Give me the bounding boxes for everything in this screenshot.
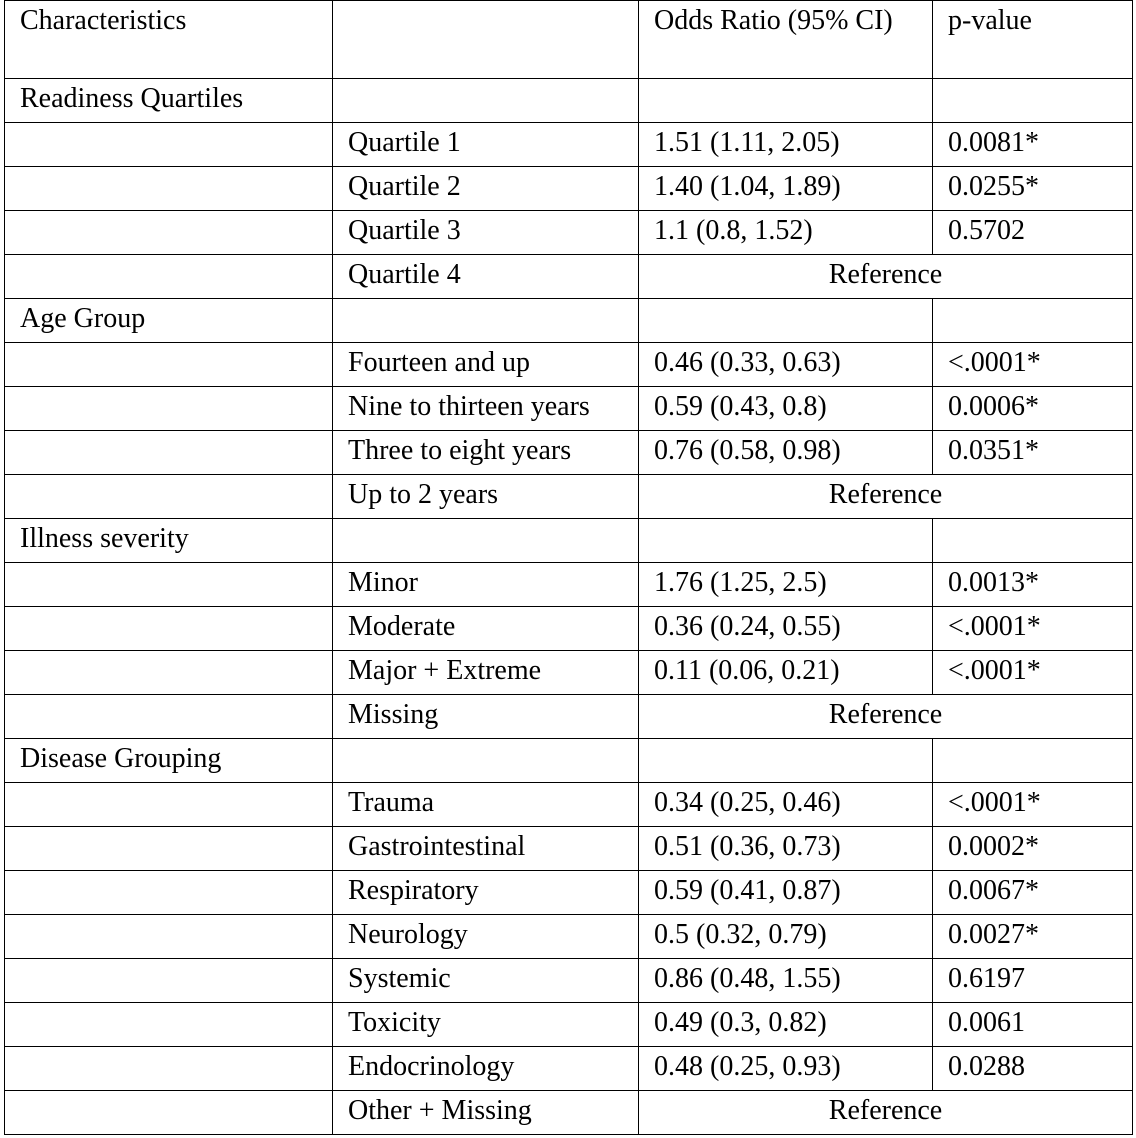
empty-cell <box>5 1047 333 1091</box>
odds-ratio-cell: 0.11 (0.06, 0.21) <box>639 651 933 695</box>
odds-ratio-cell: 0.49 (0.3, 0.82) <box>639 1003 933 1047</box>
header-odds-ratio: Odds Ratio (95% CI) <box>639 1 933 79</box>
odds-ratio-cell: 1.40 (1.04, 1.89) <box>639 167 933 211</box>
row-label: Quartile 4 <box>333 255 639 299</box>
row-label: Respiratory <box>333 871 639 915</box>
table-row <box>5 871 1133 915</box>
p-value-cell: <.0001* <box>933 343 1133 387</box>
empty-cell <box>5 827 333 871</box>
empty-cell <box>5 255 333 299</box>
empty-cell <box>5 959 333 1003</box>
header-p-value: p-value <box>933 1 1133 79</box>
empty-cell <box>639 739 933 783</box>
p-value-cell: 0.0067* <box>933 871 1133 915</box>
empty-cell <box>5 695 333 739</box>
reference-cell: Reference <box>639 1091 1133 1135</box>
odds-ratio-table <box>4 0 1133 1135</box>
empty-cell <box>5 1091 333 1135</box>
table-row <box>5 607 1133 651</box>
empty-cell <box>933 739 1133 783</box>
table-row <box>5 827 1133 871</box>
empty-cell <box>5 1003 333 1047</box>
p-value-cell: 0.0351* <box>933 431 1133 475</box>
empty-cell <box>5 211 333 255</box>
header-blank <box>333 1 639 79</box>
row-label: Systemic <box>333 959 639 1003</box>
reference-cell: Reference <box>639 255 1133 299</box>
row-label: Quartile 2 <box>333 167 639 211</box>
p-value-cell: <.0001* <box>933 783 1133 827</box>
p-value-cell: 0.0255* <box>933 167 1133 211</box>
table-row <box>5 915 1133 959</box>
reference-cell: Reference <box>639 475 1133 519</box>
odds-ratio-cell: 1.76 (1.25, 2.5) <box>639 563 933 607</box>
empty-cell <box>333 739 639 783</box>
row-label: Three to eight years <box>333 431 639 475</box>
group-label: Disease Grouping <box>5 739 333 783</box>
empty-cell <box>933 519 1133 563</box>
empty-cell <box>5 123 333 167</box>
row-label: Gastrointestinal <box>333 827 639 871</box>
table-row <box>5 431 1133 475</box>
p-value-cell: 0.6197 <box>933 959 1133 1003</box>
p-value-cell: 0.0006* <box>933 387 1133 431</box>
empty-cell <box>5 871 333 915</box>
odds-ratio-cell: 0.5 (0.32, 0.79) <box>639 915 933 959</box>
row-label: Neurology <box>333 915 639 959</box>
table-row <box>5 343 1133 387</box>
table-row <box>5 563 1133 607</box>
row-label: Other + Missing <box>333 1091 639 1135</box>
row-label: Endocrinology <box>333 1047 639 1091</box>
empty-cell <box>5 431 333 475</box>
row-label: Nine to thirteen years <box>333 387 639 431</box>
p-value-cell: 0.0081* <box>933 123 1133 167</box>
p-value-cell: 0.0013* <box>933 563 1133 607</box>
group-row <box>5 519 1133 563</box>
p-value-cell: 0.0027* <box>933 915 1133 959</box>
row-label: Up to 2 years <box>333 475 639 519</box>
row-label: Quartile 1 <box>333 123 639 167</box>
odds-ratio-cell: 1.1 (0.8, 1.52) <box>639 211 933 255</box>
odds-ratio-cell: 0.86 (0.48, 1.55) <box>639 959 933 1003</box>
empty-cell <box>639 519 933 563</box>
table-body <box>5 1 1133 1135</box>
table-row <box>5 123 1133 167</box>
empty-cell <box>5 651 333 695</box>
group-row <box>5 79 1133 123</box>
group-label: Illness severity <box>5 519 333 563</box>
group-label: Readiness Quartiles <box>5 79 333 123</box>
table-row <box>5 211 1133 255</box>
row-label: Moderate <box>333 607 639 651</box>
row-label: Toxicity <box>333 1003 639 1047</box>
header-row <box>5 1 1133 79</box>
p-value-cell: <.0001* <box>933 607 1133 651</box>
row-label: Missing <box>333 695 639 739</box>
empty-cell <box>5 783 333 827</box>
odds-ratio-cell: 0.36 (0.24, 0.55) <box>639 607 933 651</box>
group-row <box>5 299 1133 343</box>
empty-cell <box>5 915 333 959</box>
table-row <box>5 255 1133 299</box>
table-row <box>5 959 1133 1003</box>
table-row <box>5 387 1133 431</box>
table-row <box>5 651 1133 695</box>
p-value-cell: <.0001* <box>933 651 1133 695</box>
table-row <box>5 1047 1133 1091</box>
empty-cell <box>933 79 1133 123</box>
p-value-cell: 0.0002* <box>933 827 1133 871</box>
empty-cell <box>639 79 933 123</box>
empty-cell <box>5 387 333 431</box>
empty-cell <box>333 79 639 123</box>
table-row <box>5 695 1133 739</box>
row-label: Trauma <box>333 783 639 827</box>
table-row <box>5 783 1133 827</box>
odds-ratio-cell: 0.46 (0.33, 0.63) <box>639 343 933 387</box>
group-label: Age Group <box>5 299 333 343</box>
empty-cell <box>5 475 333 519</box>
header-characteristics: Characteristics <box>5 1 333 79</box>
odds-ratio-cell: 0.51 (0.36, 0.73) <box>639 827 933 871</box>
row-label: Fourteen and up <box>333 343 639 387</box>
empty-cell <box>333 299 639 343</box>
empty-cell <box>5 167 333 211</box>
odds-ratio-cell: 1.51 (1.11, 2.05) <box>639 123 933 167</box>
empty-cell <box>5 343 333 387</box>
row-label: Minor <box>333 563 639 607</box>
empty-cell <box>639 299 933 343</box>
group-row <box>5 739 1133 783</box>
table-row <box>5 167 1133 211</box>
table-row <box>5 475 1133 519</box>
odds-ratio-cell: 0.48 (0.25, 0.93) <box>639 1047 933 1091</box>
table-row <box>5 1091 1133 1135</box>
p-value-cell: 0.5702 <box>933 211 1133 255</box>
empty-cell <box>5 607 333 651</box>
row-label: Quartile 3 <box>333 211 639 255</box>
empty-cell <box>333 519 639 563</box>
odds-ratio-cell: 0.34 (0.25, 0.46) <box>639 783 933 827</box>
row-label: Major + Extreme <box>333 651 639 695</box>
p-value-cell: 0.0061 <box>933 1003 1133 1047</box>
reference-cell: Reference <box>639 695 1133 739</box>
odds-ratio-cell: 0.76 (0.58, 0.98) <box>639 431 933 475</box>
odds-ratio-cell: 0.59 (0.43, 0.8) <box>639 387 933 431</box>
table-row <box>5 1003 1133 1047</box>
empty-cell <box>5 563 333 607</box>
empty-cell <box>933 299 1133 343</box>
odds-ratio-cell: 0.59 (0.41, 0.87) <box>639 871 933 915</box>
p-value-cell: 0.0288 <box>933 1047 1133 1091</box>
